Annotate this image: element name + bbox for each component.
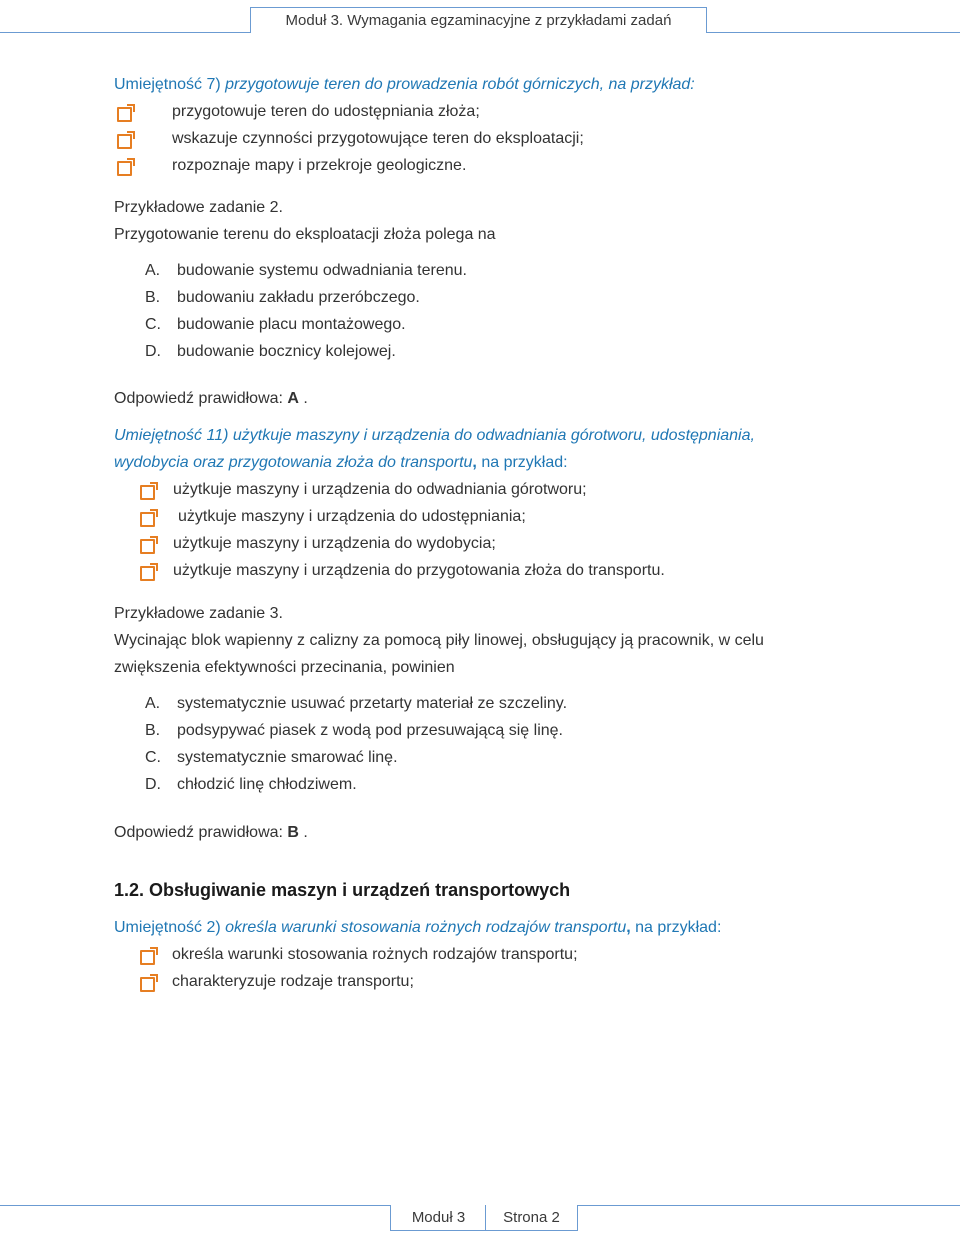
task3-question-line2: zwiększenia efektywności przecinania, powinien <box>114 659 455 676</box>
skill11-item: użytkuje maszyny i urządzenia do odwadniania górotworu; <box>173 481 587 498</box>
header-title: Moduł 3. Wymagania egzaminacyjne z przykładami zadań <box>250 7 707 33</box>
skill7-heading: Umiejętność 7) przygotowuje teren do prowadzenia robót górniczych, na przykład: <box>114 76 695 93</box>
task3-answer: Odpowiedź prawidłowa: B . <box>114 824 308 841</box>
task2-option-text: budowanie systemu odwadniania terenu. <box>177 262 467 279</box>
task2-option-text: budowaniu zakładu przeróbczego. <box>177 289 420 306</box>
skill2-heading: Umiejętność 2) określa warunki stosowania rożnych rodzajów transportu, na przykład: <box>114 919 722 936</box>
section-heading: 1.2. Obsługiwanie maszyn i urządzeń transportowych <box>114 880 571 900</box>
skill11-heading-line1: Umiejętność 11) użytkuje maszyny i urządzenia do odwadniania górotworu, udostępniania, <box>114 427 755 444</box>
task3-option-letter: A. <box>145 695 161 712</box>
skill2-item: charakteryzuje rodzaje transportu; <box>172 973 414 990</box>
task2-question: Przygotowanie terenu do eksploatacji złoża polega na <box>114 226 496 243</box>
footer-module: Moduł 3 <box>390 1205 487 1231</box>
task2-title: Przykładowe zadanie 2. <box>114 199 283 216</box>
task3-title: Przykładowe zadanie 3. <box>114 605 283 622</box>
task2-option-letter: C. <box>145 316 161 333</box>
skill11-item: użytkuje maszyny i urządzenia do przygotowania złoża do transportu. <box>173 562 665 579</box>
task2-option-letter: A. <box>145 262 161 279</box>
checkbox-bullet-icon <box>140 977 155 992</box>
checkbox-bullet-icon <box>140 485 155 500</box>
checkbox-bullet-icon <box>140 950 155 965</box>
task2-option-text: budowanie bocznicy kolejowej. <box>177 343 396 360</box>
skill7-item: przygotowuje teren do udostępniania złoża; <box>172 103 480 120</box>
task3-option-letter: B. <box>145 722 161 739</box>
task3-question-line1: Wycinając blok wapienny z calizny za pomocą piły linowej, obsługujący ją pracownik, w celu <box>114 632 764 649</box>
task3-option-letter: D. <box>145 776 161 793</box>
task3-option-text: chłodzić linę chłodziwem. <box>177 776 357 793</box>
skill7-item: rozpoznaje mapy i przekroje geologiczne. <box>172 157 467 174</box>
task2-option-text: budowanie placu montażowego. <box>177 316 406 333</box>
task2-option-letter: D. <box>145 343 161 360</box>
task3-option-letter: C. <box>145 749 161 766</box>
checkbox-bullet-icon <box>140 512 155 527</box>
task3-option-text: systematycznie usuwać przetarty materiał ze szczeliny. <box>177 695 568 712</box>
checkbox-bullet-icon <box>117 161 132 176</box>
task2-option-letter: B. <box>145 289 161 306</box>
skill11-item: użytkuje maszyny i urządzenia do udostępniania; <box>178 508 526 525</box>
checkbox-bullet-icon <box>117 107 132 122</box>
task2-answer: Odpowiedź prawidłowa: A . <box>114 390 308 407</box>
checkbox-bullet-icon <box>140 539 155 554</box>
skill7-item: wskazuje czynności przygotowujące teren do eksploatacji; <box>172 130 584 147</box>
checkbox-bullet-icon <box>140 566 155 581</box>
task3-option-text: podsypywać piasek z wodą pod przesuwającą się linę. <box>177 722 563 739</box>
task3-option-text: systematycznie smarować linę. <box>177 749 398 766</box>
skill11-item: użytkuje maszyny i urządzenia do wydobycia; <box>173 535 496 552</box>
checkbox-bullet-icon <box>117 134 132 149</box>
skill2-item: określa warunki stosowania rożnych rodzajów transportu; <box>172 946 578 963</box>
footer-page-number: Strona 2 <box>485 1205 578 1231</box>
skill11-heading-line2: wydobycia oraz przygotowania złoża do transportu, na przykład: <box>114 454 568 471</box>
